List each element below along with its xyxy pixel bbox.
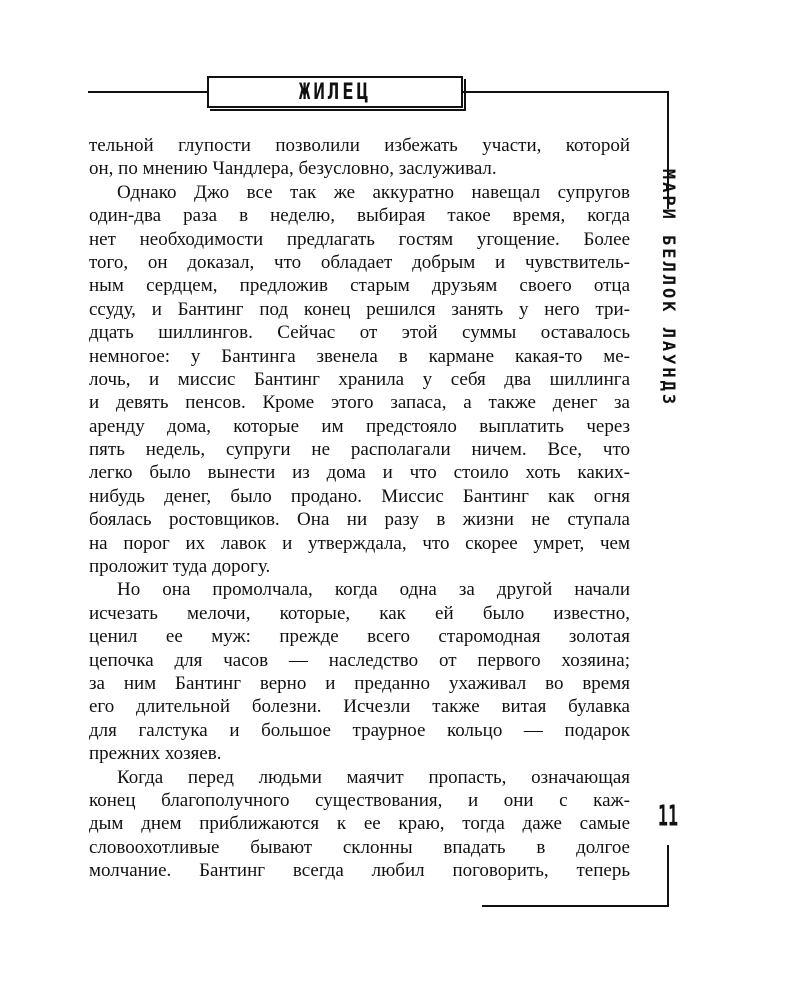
text-line: Однако Джо все так же аккуратно навещал супругов: [117, 181, 630, 203]
text-line: лочь, и миссис Бантинг хранила у себя два шиллинга: [89, 368, 630, 390]
text-line: ным сердцем, предложив старым друзьям своего отца: [89, 275, 630, 297]
text-line: проложит туда дорогу.: [89, 556, 271, 578]
text-line: для галстука и большое траурное кольцо — подарок: [89, 719, 630, 741]
text-line: Но она промолчала, когда одна за другой начали: [117, 579, 630, 601]
text-line: немногое: у Бантинга звенела в кармане какая-то ме-: [89, 345, 630, 367]
text-line: нет необходимости предлагать гостям угощение. Более: [89, 228, 630, 250]
text-line: на порог их лавок и утверждала, что скорее умрет, чем: [89, 532, 630, 554]
running-title: ЖИЛЕЦ: [298, 79, 372, 105]
header-rule-left: [88, 91, 207, 93]
text-line: Когда перед людьми маячит пропасть, означающая: [117, 766, 630, 788]
text-line: конец благополучного существования, и они с каж-: [89, 789, 630, 811]
text-line: цепочка для часов — наследство от первого хозяина;: [89, 649, 630, 671]
text-line: ценил ее муж: прежде всего старомодная золотая: [89, 626, 630, 648]
running-author: МАРИ БЕЛЛОК ЛАУНДЗ: [658, 168, 678, 408]
text-line: дцать шиллингов. Сейчас от этой суммы оставалось: [89, 322, 630, 344]
text-line: пять недель, супруги не располагали ничем. Все, что: [89, 439, 630, 461]
text-line: аренду дома, которые им предстояло выплатить через: [89, 415, 630, 437]
text-line: один-два раза в неделю, выбирая такое время, когда: [89, 205, 630, 227]
text-line: боялась ростовщиков. Она ни разу в жизни не ступала: [89, 509, 630, 531]
text-line: тельной глупости позволили избежать участи, которой: [89, 135, 630, 156]
running-title-box: [207, 76, 463, 108]
text-line: дым днем приближаются к ее краю, тогда даже самые: [89, 813, 630, 835]
footer-rule: [482, 905, 669, 907]
text-line: и девять пенсов. Кроме этого запаса, а также денег за: [89, 392, 630, 414]
text-line: исчезать мелочи, которые, как ей было известно,: [89, 602, 630, 624]
text-line: прежних хозяев.: [89, 743, 222, 765]
page-number: 11: [657, 799, 679, 833]
text-line: его длительной болезни. Исчезли также витая булавка: [89, 696, 630, 718]
header-rule-right: [463, 91, 669, 93]
text-line: ссуду, и Бантинг под конец решился занять у него три-: [89, 298, 630, 320]
text-line: того, он доказал, что обладает добрым и чувствитель-: [89, 251, 630, 273]
text-line: словоохотливые бывают склонны впадать в долгое: [89, 836, 630, 858]
body-text: [89, 134, 630, 883]
text-line: легко было вынести из дома и что стоило хоть каких-: [89, 462, 630, 484]
text-line: молчание. Бантинг всегда любил поговорить, теперь: [89, 860, 630, 882]
side-rule-bottom: [667, 845, 669, 907]
text-line: он, по мнению Чандлера, безусловно, заслуживал.: [89, 158, 497, 180]
text-line: за ним Бантинг верно и преданно ухаживал во время: [89, 672, 630, 694]
text-line: нибудь денег, было продано. Миссис Бантинг как огня: [89, 485, 630, 507]
